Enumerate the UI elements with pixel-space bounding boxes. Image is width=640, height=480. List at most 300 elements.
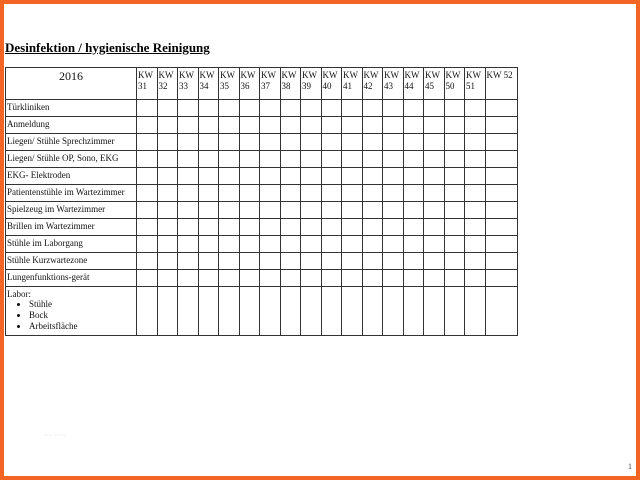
checkbox-cell[interactable] xyxy=(301,219,322,236)
checkbox-cell[interactable] xyxy=(424,202,445,219)
labor-item: • Arbeitsfläche xyxy=(29,321,135,332)
checkbox-cell[interactable] xyxy=(383,151,404,168)
week-label: KW xyxy=(343,70,358,80)
checkbox-cell[interactable] xyxy=(260,168,281,185)
checkbox-cell[interactable] xyxy=(239,168,260,185)
checkbox-cell[interactable] xyxy=(280,236,301,253)
checkbox-cell[interactable] xyxy=(137,253,158,270)
checkbox-cell[interactable] xyxy=(465,185,486,202)
week-header-cell xyxy=(444,68,465,100)
checkbox-cell[interactable] xyxy=(403,117,424,134)
checkbox-cell[interactable] xyxy=(424,151,445,168)
checkbox-cell[interactable] xyxy=(219,117,240,134)
table-row xyxy=(6,100,518,117)
week-header-cell xyxy=(219,68,240,100)
checkbox-cell[interactable] xyxy=(403,270,424,287)
checkbox-cell[interactable] xyxy=(383,117,404,134)
table-row xyxy=(6,168,518,185)
page-number: 1 xyxy=(628,462,632,471)
week-label: KW xyxy=(404,70,420,80)
checkbox-cell[interactable] xyxy=(219,236,240,253)
checkbox-cell[interactable] xyxy=(424,117,445,134)
table-row xyxy=(6,151,518,168)
week-label: KW xyxy=(240,70,256,80)
checkbox-cell[interactable] xyxy=(137,168,158,185)
week-label: KW xyxy=(363,70,379,80)
checkbox-cell[interactable] xyxy=(321,151,342,168)
checkbox-cell[interactable] xyxy=(198,270,219,287)
checkbox-cell[interactable] xyxy=(239,117,260,134)
week-number: 51 xyxy=(466,81,475,91)
checkbox-cell[interactable] xyxy=(301,270,322,287)
checkbox-cell[interactable] xyxy=(383,270,404,287)
checkbox-cell[interactable] xyxy=(178,287,199,336)
page-title: Desinfektion / hygienische Reinigung xyxy=(5,40,210,55)
checkbox-cell[interactable] xyxy=(239,270,260,287)
checkbox-cell[interactable] xyxy=(219,151,240,168)
checkbox-cell[interactable] xyxy=(157,253,178,270)
cleaning-schedule-table xyxy=(5,67,518,336)
week-header-cell xyxy=(178,68,199,100)
checkbox-cell[interactable] xyxy=(219,168,240,185)
week-label: KW xyxy=(179,70,194,80)
checkbox-cell[interactable] xyxy=(219,287,240,336)
checkbox-cell[interactable] xyxy=(362,134,383,151)
checkbox-cell[interactable] xyxy=(157,270,178,287)
checkbox-cell[interactable] xyxy=(198,236,219,253)
checkbox-cell[interactable] xyxy=(260,219,281,236)
row-label: Türkliniken xyxy=(6,100,137,117)
checkbox-cell[interactable] xyxy=(465,219,486,236)
week-label: KW xyxy=(445,70,461,80)
checkbox-cell[interactable] xyxy=(424,134,445,151)
checkbox-cell[interactable] xyxy=(383,185,404,202)
labor-item: • Stühle xyxy=(29,299,135,310)
checkbox-cell[interactable] xyxy=(301,236,322,253)
week-number: 44 xyxy=(404,81,414,91)
checkbox-cell[interactable] xyxy=(260,134,281,151)
table-row xyxy=(6,270,518,287)
checkbox-cell[interactable] xyxy=(239,202,260,219)
checkbox-cell[interactable] xyxy=(342,100,363,117)
week-number: 45 xyxy=(425,81,434,91)
year-cell: 2016 xyxy=(6,68,137,100)
table-row xyxy=(6,185,518,202)
row-label: EKG- Elektroden xyxy=(6,168,137,185)
checkbox-cell[interactable] xyxy=(157,185,178,202)
checkbox-cell[interactable] xyxy=(301,134,322,151)
week-number: 39 xyxy=(302,81,311,91)
checkbox-cell[interactable] xyxy=(178,168,199,185)
checkbox-cell[interactable] xyxy=(260,253,281,270)
checkbox-cell[interactable] xyxy=(444,236,465,253)
checkbox-cell[interactable] xyxy=(198,100,219,117)
checkbox-cell[interactable] xyxy=(342,253,363,270)
week-header-cell xyxy=(157,68,178,100)
checkbox-cell[interactable] xyxy=(383,134,404,151)
checkbox-cell[interactable] xyxy=(465,236,486,253)
week-label: KW xyxy=(281,70,297,80)
checkbox-cell[interactable] xyxy=(198,117,219,134)
checkbox-cell[interactable] xyxy=(321,134,342,151)
checkbox-cell[interactable] xyxy=(444,168,465,185)
checkbox-cell[interactable] xyxy=(260,287,281,336)
checkbox-cell[interactable] xyxy=(198,202,219,219)
checkbox-cell[interactable] xyxy=(383,236,404,253)
week-label: KW xyxy=(220,70,235,80)
week-number: 50 xyxy=(445,81,455,91)
checkbox-cell[interactable] xyxy=(239,236,260,253)
labor-item: • Bock xyxy=(29,310,135,321)
checkbox-cell[interactable] xyxy=(219,185,240,202)
checkbox-cell[interactable] xyxy=(301,100,322,117)
table-row-labor xyxy=(6,287,518,336)
week-number: 41 xyxy=(343,81,352,91)
checkbox-cell[interactable] xyxy=(198,253,219,270)
checkbox-cell[interactable] xyxy=(444,100,465,117)
checkbox-cell[interactable] xyxy=(178,236,199,253)
checkbox-cell[interactable] xyxy=(321,117,342,134)
checkbox-cell[interactable] xyxy=(403,168,424,185)
checkbox-cell[interactable] xyxy=(157,134,178,151)
week-label: KW xyxy=(384,70,399,80)
checkbox-cell[interactable] xyxy=(157,117,178,134)
checkbox-cell[interactable] xyxy=(219,219,240,236)
checkbox-cell[interactable] xyxy=(465,100,486,117)
checkbox-cell[interactable] xyxy=(321,270,342,287)
checkbox-cell[interactable] xyxy=(444,151,465,168)
row-label-labor xyxy=(6,287,137,336)
checkbox-cell[interactable] xyxy=(342,287,363,336)
checkbox-cell[interactable] xyxy=(198,151,219,168)
checkbox-cell[interactable] xyxy=(465,270,486,287)
checkbox-cell[interactable] xyxy=(383,202,404,219)
week-label: KW xyxy=(466,70,481,80)
checkbox-cell[interactable] xyxy=(157,236,178,253)
checkbox-cell[interactable] xyxy=(362,253,383,270)
week-header-cell xyxy=(403,68,424,100)
checkbox-cell[interactable] xyxy=(239,151,260,168)
row-label: Liegen/ Stühle Sprechzimmer xyxy=(6,134,137,151)
checkbox-cell[interactable] xyxy=(137,151,158,168)
checkbox-cell[interactable] xyxy=(403,236,424,253)
checkbox-cell[interactable] xyxy=(260,236,281,253)
checkbox-cell[interactable] xyxy=(178,100,199,117)
checkbox-cell[interactable] xyxy=(465,117,486,134)
week-label: KW xyxy=(302,70,317,80)
checkbox-cell[interactable] xyxy=(239,134,260,151)
row-label: Stühle Kurzwartezone xyxy=(6,253,137,270)
faint-footer-text: ••• •••• xyxy=(44,431,66,440)
checkbox-cell[interactable] xyxy=(485,253,518,270)
week-header-cell xyxy=(137,68,158,100)
checkbox-cell[interactable] xyxy=(219,100,240,117)
checkbox-cell[interactable] xyxy=(403,185,424,202)
checkbox-cell[interactable] xyxy=(219,202,240,219)
checkbox-cell[interactable] xyxy=(342,134,363,151)
checkbox-cell[interactable] xyxy=(465,134,486,151)
checkbox-cell[interactable] xyxy=(362,151,383,168)
checkbox-cell[interactable] xyxy=(178,117,199,134)
checkbox-cell[interactable] xyxy=(485,151,518,168)
checkbox-cell[interactable] xyxy=(485,287,518,336)
checkbox-cell[interactable] xyxy=(362,287,383,336)
week-label: KW xyxy=(199,70,215,80)
checkbox-cell[interactable] xyxy=(260,202,281,219)
row-label: Anmeldung xyxy=(6,117,137,134)
checkbox-cell[interactable] xyxy=(383,253,404,270)
checkbox-cell[interactable] xyxy=(157,202,178,219)
checkbox-cell[interactable] xyxy=(465,202,486,219)
checkbox-cell[interactable] xyxy=(157,287,178,336)
week-number: 37 xyxy=(261,81,270,91)
week-label: KW xyxy=(425,70,440,80)
row-label: Stühle im Laborgang xyxy=(6,236,137,253)
checkbox-cell[interactable] xyxy=(321,253,342,270)
checkbox-cell[interactable] xyxy=(239,287,260,336)
checkbox-cell[interactable] xyxy=(465,168,486,185)
checkbox-cell[interactable] xyxy=(342,117,363,134)
week-header-cell xyxy=(260,68,281,100)
checkbox-cell[interactable] xyxy=(137,236,158,253)
checkbox-cell[interactable] xyxy=(137,270,158,287)
checkbox-cell[interactable] xyxy=(321,100,342,117)
checkbox-cell[interactable] xyxy=(362,219,383,236)
checkbox-cell[interactable] xyxy=(280,219,301,236)
table-row xyxy=(6,202,518,219)
checkbox-cell[interactable] xyxy=(342,168,363,185)
checkbox-cell[interactable] xyxy=(301,168,322,185)
checkbox-cell[interactable] xyxy=(424,185,445,202)
checkbox-cell[interactable] xyxy=(465,253,486,270)
checkbox-cell[interactable] xyxy=(198,219,219,236)
week-number: 32 xyxy=(158,81,168,91)
checkbox-cell[interactable] xyxy=(260,185,281,202)
checkbox-cell[interactable] xyxy=(137,202,158,219)
checkbox-cell[interactable] xyxy=(260,270,281,287)
checkbox-cell[interactable] xyxy=(137,117,158,134)
checkbox-cell[interactable] xyxy=(157,168,178,185)
table-header-row xyxy=(6,68,518,100)
checkbox-cell[interactable] xyxy=(219,134,240,151)
checkbox-cell[interactable] xyxy=(403,100,424,117)
checkbox-cell[interactable] xyxy=(178,202,199,219)
week-number: 35 xyxy=(220,81,229,91)
checkbox-cell[interactable] xyxy=(178,134,199,151)
table-row xyxy=(6,236,518,253)
week-label: KW xyxy=(322,70,338,80)
table-row xyxy=(6,253,518,270)
checkbox-cell[interactable] xyxy=(342,202,363,219)
week-label: KW 52 xyxy=(486,70,513,80)
checkbox-cell[interactable] xyxy=(137,134,158,151)
checkbox-cell[interactable] xyxy=(301,287,322,336)
checkbox-cell[interactable] xyxy=(321,287,342,336)
table-row xyxy=(6,219,518,236)
checkbox-cell[interactable] xyxy=(362,270,383,287)
checkbox-cell[interactable] xyxy=(362,185,383,202)
checkbox-cell[interactable] xyxy=(198,287,219,336)
week-number: 43 xyxy=(384,81,393,91)
week-number: 31 xyxy=(138,81,147,91)
week-label: KW xyxy=(261,70,276,80)
checkbox-cell[interactable] xyxy=(485,100,518,117)
checkbox-cell[interactable] xyxy=(342,236,363,253)
week-header-cell xyxy=(465,68,486,100)
checkbox-cell[interactable] xyxy=(321,202,342,219)
checkbox-cell[interactable] xyxy=(321,236,342,253)
checkbox-cell[interactable] xyxy=(485,117,518,134)
week-label: KW xyxy=(138,70,153,80)
checkbox-cell[interactable] xyxy=(383,168,404,185)
checkbox-cell[interactable] xyxy=(342,219,363,236)
checkbox-cell[interactable] xyxy=(157,219,178,236)
checkbox-cell[interactable] xyxy=(301,185,322,202)
checkbox-cell[interactable] xyxy=(260,151,281,168)
week-label: KW xyxy=(158,70,174,80)
checkbox-cell[interactable] xyxy=(301,151,322,168)
checkbox-cell[interactable] xyxy=(444,253,465,270)
checkbox-cell[interactable] xyxy=(485,236,518,253)
checkbox-cell[interactable] xyxy=(403,253,424,270)
checkbox-cell[interactable] xyxy=(403,134,424,151)
checkbox-cell[interactable] xyxy=(198,168,219,185)
checkbox-cell[interactable] xyxy=(362,168,383,185)
table-row xyxy=(6,117,518,134)
checkbox-cell[interactable] xyxy=(485,202,518,219)
checkbox-cell[interactable] xyxy=(485,134,518,151)
checkbox-cell[interactable] xyxy=(444,134,465,151)
checkbox-cell[interactable] xyxy=(280,151,301,168)
checkbox-cell[interactable] xyxy=(239,185,260,202)
week-header-cell xyxy=(362,68,383,100)
checkbox-cell[interactable] xyxy=(424,236,445,253)
checkbox-cell[interactable] xyxy=(424,219,445,236)
checkbox-cell[interactable] xyxy=(280,287,301,336)
checkbox-cell[interactable] xyxy=(403,202,424,219)
checkbox-cell[interactable] xyxy=(362,100,383,117)
checkbox-cell[interactable] xyxy=(424,100,445,117)
week-number: 33 xyxy=(179,81,188,91)
checkbox-cell[interactable] xyxy=(198,185,219,202)
checkbox-cell[interactable] xyxy=(444,287,465,336)
checkbox-cell[interactable] xyxy=(485,168,518,185)
week-header-cell xyxy=(198,68,219,100)
checkbox-cell[interactable] xyxy=(280,100,301,117)
checkbox-cell[interactable] xyxy=(383,219,404,236)
checkbox-cell[interactable] xyxy=(280,270,301,287)
checkbox-cell[interactable] xyxy=(137,287,158,336)
checkbox-cell[interactable] xyxy=(485,185,518,202)
week-number: 42 xyxy=(363,81,373,91)
checkbox-cell[interactable] xyxy=(137,219,158,236)
row-label: Spielzeug im Wartezimmer xyxy=(6,202,137,219)
checkbox-cell[interactable] xyxy=(157,100,178,117)
week-number: 40 xyxy=(322,81,332,91)
week-header-cell xyxy=(424,68,445,100)
checkbox-cell[interactable] xyxy=(280,168,301,185)
checkbox-cell[interactable] xyxy=(157,151,178,168)
checkbox-cell[interactable] xyxy=(444,185,465,202)
checkbox-cell[interactable] xyxy=(444,117,465,134)
checkbox-cell[interactable] xyxy=(239,219,260,236)
checkbox-cell[interactable] xyxy=(342,185,363,202)
checkbox-cell[interactable] xyxy=(178,185,199,202)
table-row xyxy=(6,134,518,151)
checkbox-cell[interactable] xyxy=(424,270,445,287)
checkbox-cell[interactable] xyxy=(280,134,301,151)
checkbox-cell[interactable] xyxy=(485,270,518,287)
week-header-cell xyxy=(239,68,260,100)
checkbox-cell[interactable] xyxy=(383,287,404,336)
labor-item-list xyxy=(7,299,135,332)
row-label: Liegen/ Stühle OP, Sono, EKG xyxy=(6,151,137,168)
checkbox-cell[interactable] xyxy=(424,168,445,185)
checkbox-cell[interactable] xyxy=(362,236,383,253)
checkbox-cell[interactable] xyxy=(280,185,301,202)
checkbox-cell[interactable] xyxy=(239,100,260,117)
checkbox-cell[interactable] xyxy=(260,100,281,117)
checkbox-cell[interactable] xyxy=(219,270,240,287)
checkbox-cell[interactable] xyxy=(342,270,363,287)
checkbox-cell[interactable] xyxy=(444,270,465,287)
checkbox-cell[interactable] xyxy=(301,253,322,270)
checkbox-cell[interactable] xyxy=(178,151,199,168)
checkbox-cell[interactable] xyxy=(403,219,424,236)
week-header-cell xyxy=(301,68,322,100)
checkbox-cell[interactable] xyxy=(444,202,465,219)
checkbox-cell[interactable] xyxy=(424,287,445,336)
checkbox-cell[interactable] xyxy=(403,151,424,168)
checkbox-cell[interactable] xyxy=(301,202,322,219)
checkbox-cell[interactable] xyxy=(198,134,219,151)
checkbox-cell[interactable] xyxy=(137,100,158,117)
checkbox-cell[interactable] xyxy=(444,219,465,236)
week-number: 38 xyxy=(281,81,291,91)
checkbox-cell[interactable] xyxy=(178,219,199,236)
checkbox-cell[interactable] xyxy=(362,117,383,134)
week-header-cell xyxy=(485,68,518,100)
checkbox-cell[interactable] xyxy=(280,117,301,134)
checkbox-cell[interactable] xyxy=(424,253,445,270)
checkbox-cell[interactable] xyxy=(178,270,199,287)
checkbox-cell[interactable] xyxy=(280,253,301,270)
checkbox-cell[interactable] xyxy=(301,117,322,134)
checkbox-cell[interactable] xyxy=(280,202,301,219)
row-label: Patientenstühle im Wartezimmer xyxy=(6,185,137,202)
checkbox-cell[interactable] xyxy=(362,202,383,219)
checkbox-cell[interactable] xyxy=(219,253,240,270)
checkbox-cell[interactable] xyxy=(465,151,486,168)
week-header-cell xyxy=(321,68,342,100)
week-header-cell xyxy=(383,68,404,100)
checkbox-cell[interactable] xyxy=(239,253,260,270)
week-header-cell xyxy=(342,68,363,100)
checkbox-cell[interactable] xyxy=(321,219,342,236)
checkbox-cell[interactable] xyxy=(321,168,342,185)
checkbox-cell[interactable] xyxy=(178,253,199,270)
checkbox-cell[interactable] xyxy=(321,185,342,202)
row-label: Brillen im Wartezimmer xyxy=(6,219,137,236)
week-number: 36 xyxy=(240,81,250,91)
checkbox-cell[interactable] xyxy=(383,100,404,117)
checkbox-cell[interactable] xyxy=(260,117,281,134)
checkbox-cell[interactable] xyxy=(137,185,158,202)
checkbox-cell[interactable] xyxy=(403,287,424,336)
checkbox-cell[interactable] xyxy=(485,219,518,236)
checkbox-cell[interactable] xyxy=(465,287,486,336)
checkbox-cell[interactable] xyxy=(342,151,363,168)
